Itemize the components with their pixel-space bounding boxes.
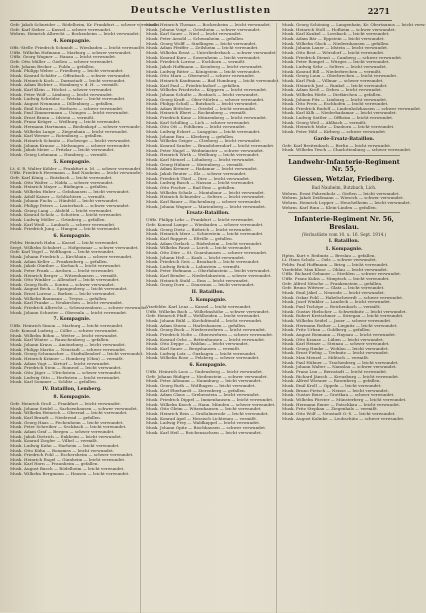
casualty-entry: Musk. Konrad Ochs — Bettenhausen — leicht verwundet. [146,336,266,342]
casualty-entry: Musk. Otto Preis — Eschhofen — leicht verwundet. [282,101,389,107]
section-heading: I. Bataillon. [328,238,360,244]
casualty-entry: Musk. Ernst Lorenz — Borken — leicht verwundet. [10,291,116,297]
casualty-entry: Utffz. Heinrich Simon — Marburg — leicht verwundet. [10,323,124,329]
casualty-entry: Musk. Karl Werner — Rotenburg — gefallen. [10,133,103,139]
casualty-entry: Musk. Johann Fuchs — Hünfeld — leicht verwundet. [10,198,119,204]
casualty-entry: Musk. Heinrich Schneider — Selters — leicht verwundet. [146,194,265,200]
casualty-entry: Gefr. Bruno Wittwer — Glatz — leicht verwundet. [282,285,385,291]
casualty-entry: Musk. Georg Dietz — Biebrich — leicht verwundet. [146,226,253,232]
casualty-entry: Musk. Fritz Urban — Goldberg — gefallen. [282,327,371,333]
casualty-entry: Musk. Ludwig Sattler — Offheim — leicht verwundet. [282,115,394,121]
casualty-entry: Musk. Gustav Beier — Grottkau — schwer verwundet. [282,392,395,398]
casualty-entry: Musk. Friedrich Nolte — Oberzwehren — schwer verwundet. [146,332,274,338]
casualty-entry: Musk. Adam Gerlach — Rüdesheim — leicht verwundet. [146,240,263,246]
column-left [10,22,161,613]
casualty-entry: Musk. Heinrich Ebert — Rockenberg — vermißt. [146,110,248,116]
casualty-entry: Musk. Heinrich Mayer — Büdingen — gefallen. [10,184,109,190]
casualty-entry: Utffz. Philipp Lehr — Frankfurt — leicht verwundet. [146,217,255,223]
casualty-entry: Musk. Adam Richter — Homburg v. d. H. — vermißt. [10,82,120,88]
casualty-entry: Musk. Otto Wolf — Neustadt O.-S. — leicht verwundet. [282,411,396,417]
page-title: Deutsche Verlustlisten [130,6,272,16]
casualty-entry: Musk. Otto Fischer — Bad Ems — gefallen. [146,184,236,190]
casualty-entry: Musk. Friedrich Jung — Hungen — leicht verwundet. [10,226,121,232]
casualty-entry: Musk. Heinrich Koch — Darmstadt — leicht verwundet. [10,77,126,83]
casualty-entry: Musk. Peter Schreiber — Seckbach — leicht verwundet. [10,424,127,430]
casualty-entry: Musk. Philipp Weber — Friedberg — leicht verwundet. [10,68,124,74]
casualty-entry: Musk. Karl Brandt — Niederrad — gefallen. [10,414,102,420]
casualty-entry: Gefr. Johann Rüdiger — Niedenstein — schwer verwundet. [146,373,268,379]
casualty-entry: Gefr. Johann Becker — Fulda — gefallen. [10,63,95,69]
section-divider [288,155,400,156]
casualty-entry: Musk. Wilhelm Geiger — Cleeberg — leicht verwundet. [146,138,261,144]
casualty-entry: Musk. Friedrich Albrecht — Schwarzenborn — schwer verwundet. [10,305,149,311]
casualty-entry: Musk. Paul Zimmermann — Usingen — leicht verwundet. [10,110,130,116]
casualty-entry: Musk. Karl Sauer — Nied — leicht verwundet. [146,31,243,37]
regiment-subheading: Bad Nauheim, Butzbach, Lich. [311,184,377,190]
casualty-entry: Musk. Johann Kraus — Amöneburg — leicht verwundet. [10,342,126,348]
casualty-entry: Musk. Ludwig Sehr — Selters — leicht verwundet. [282,63,387,69]
casualty-entry: Gefr. Konrad Lampe — Wiesbaden — schwer verwundet. [146,221,264,227]
casualty-entry: Musk. Konrad Ziegler — Vilbel — vermißt. [10,438,99,444]
casualty-entry: Feldw. Paul Hoffmann — Brieg — leicht verwundet. [282,262,389,268]
casualty-entry: Musk. Georg Lehmann — Homberg — vermißt. [10,152,108,158]
casualty-entry: Musk. Franz Lux — Bernstadt — leicht verwundet. [282,369,388,375]
casualty-entry: Musk. Peter Aßmann — Naumburg — leicht verwundet. [146,378,262,384]
casualty-entry: Musk. Johann Friedrich — Kirchhain — schwer verwundet. [10,253,133,259]
casualty-entry: Musk. Johann Voigt — Griesheim — schwer verwundet. [146,26,261,32]
casualty-entry: Musk. August Busch — Rödelheim — leicht verwundet. [10,466,125,472]
casualty-entry: Musk. Georg Schumacher — Stadtallendorf — leicht verwundet. [10,351,144,357]
casualty-entry: Offz.-Stellv. Friedrich Schmidt — Wiesbaden — leicht verwundet. [10,44,146,50]
casualty-entry: Musk. Wilhelm Förster — Münsterberg — leicht verwundet. [282,397,407,403]
casualty-entry: Musk. Wilhelm Schulz — Montabaur — leicht verwundet. [146,189,265,195]
casualty-entry: Musk. Heinrich Stoll — Hofheim — schwer verwundet. [282,26,396,32]
casualty-entry: Gefr. Jakob Schneider — Rödelheim, Kr. Frankfurt — schwer verwundet. [10,22,161,27]
casualty-entry: Musk. Friedrich Pohl — Eschersheim — schwer verwundet. [10,452,134,458]
casualty-entry: Gefr. Karl König — Butzbach — leicht verwundet. [10,175,113,181]
casualty-entry: Musk. Ludwig Frey — Waldkappel — leicht verwundet. [146,420,261,426]
casualty-entry: Musk. Wilhelm Glock — Niedernhausen — gefallen. [282,40,390,46]
casualty-entry: Musk. Adam Böttcher — Griedel — leicht verwundet. [146,105,257,111]
casualty-entry: Musk. Johann Schulte — Rosbach — leicht verwundet. [146,91,259,97]
casualty-entry: Musk. Karl Klein — Höchst — schwer verwundet. [10,86,113,92]
casualty-entry: Musk. Jakob Reuter — Elz — schwer verwundet. [146,171,247,176]
casualty-entry: Musk. Konrad Schäfer — Offenbach — schwer verwundet. [10,72,131,78]
casualty-entry: Musk. Otto Jäger — Ulrichstein — schwer verwundet. [10,369,122,375]
casualty-entry: Musk. Karl Winter — Rauschenberg — gefallen. [10,337,110,343]
casualty-entry: Musk. Gustav Hielscher — Schweidnitz — leicht verwundet. [282,308,407,314]
casualty-entry: Musk. Josef Winkler — Landeck — leicht verwundet. [282,299,392,305]
casualty-entry: Musk. Otto Dörr — St. Goarshausen — schwer verwundet. [146,249,268,255]
casualty-entry: Wehrm. Ernst Fahrenholz — Gießen — leicht verwundet. [282,190,400,196]
section-heading: 6. Kompagnie. [189,362,227,368]
casualty-entry: Musk. Adam Sturm — Harleshausen — gefallen. [146,322,247,328]
casualty-entry: Musk. Otto Deppe — Waldau — leicht verwundet. [146,341,249,347]
casualty-entry: Musk. Ludwig Lotz — Guxhagen — leicht verwundet. [146,350,257,356]
casualty-entry: Utffz. Wilhelm Hofmann — Marburg — schwer verwundet. [10,49,132,55]
section-heading: IV. Bataillon, Lemberg. [42,386,102,392]
casualty-entry: Musk. Karl Weiß — Laubach — schwer verwundet. [10,221,116,227]
casualty-entry: Musk. Heinrich Rein — Großalmerode — leicht verwundet. [146,410,269,416]
casualty-entry: Musk. Heinrich Berger — Witzenhausen — vermißt. [10,272,118,278]
casualty-entry: Musk. Friedrich Lorenz — Eschborn — vermißt. [146,59,246,65]
casualty-entry: Musk. Ernst Braun — Idstein — vermißt. [10,114,95,120]
casualty-entry: Musk. Philipp Scholl — Butzbach — leicht verwundet. [146,101,258,107]
casualty-entry: Musk. Heinrich Kaufmann — Bad Homburg — leicht verwundet. [146,77,280,83]
casualty-entry: Musk. Adam Bär — Eppstein — leicht verwundet. [282,35,385,41]
casualty-entry: Musk. Otto Ott — Pohlheim — leicht verwundet. [146,124,247,130]
casualty-entry: Musk. Karl Eberhardt — Zierenberg — gefallen. [146,387,246,393]
casualty-entry: Musk. Friedrich Dippel — Immenhausen — leicht verwundet. [146,396,274,402]
regiment-heading: Giessen, Wetzlar, Friedberg. [293,175,395,184]
casualty-entry: Musk. Johann Rühl — Kirchditmold — leicht verwundet. [146,318,263,324]
casualty-entry: Utffz. Georg Wagner — Hanau — leicht verwundet. [10,54,117,60]
casualty-entry: Musk. Ludwig Otto — Herbstein — leicht verwundet. [10,374,121,380]
casualty-entry: Musk. Peter Nagel — Weilmünster — schwer verwundet. [146,147,264,153]
casualty-entry: Musk. Johann Schuster — Oberaula — leicht verwundet. [10,309,128,315]
casualty-entry: Gefr. Alfred Nitsche — Frankenstein — gefallen. [282,280,383,286]
casualty-entry: Utffz. Wilhelm Bach — Wilhelmshöhe — schwer verwundet. [146,308,270,314]
casualty-entry: Musk. Georg Kraft — Ober-Mörlen — schwer verwundet. [146,96,265,102]
casualty-entry: Musk. Peter Hild — Kirberg — schwer verwundet. [282,129,387,135]
section-heading: 8. Kompagnie. [53,394,91,400]
casualty-entry: Musk. Adam Pfeiffer — Zeilsheim — leicht verwundet. [146,45,259,51]
casualty-entry: Musk. Karl Sommer — Schlitz — gefallen. [10,379,98,385]
casualty-entry: Musk. Peter Arnold — Schwanheim — gefallen. [146,35,245,41]
casualty-entry: Musk. Georg Roth — Sontra — schwer verwundet. [10,281,115,287]
regiment-heading: Infanterie-Regiment Nr. 56, Breslau. [294,215,394,231]
casualty-entry: Musk. Georg Wolff — Sindlingen — leicht verwundet. [146,40,257,46]
casualty-entry: Musk. Wilhelm Heinrich — Oberrad — leicht verwundet. [10,410,128,416]
casualty-entry: Musk. Wilhelm Faust — Lorch — leicht verwundet. [146,245,252,251]
casualty-entry: Musk. Wilhelm Tesch — Charlottenburg — schwer verwundet. [282,147,412,153]
casualty-entry: Utffz. Franz Kubis — Nimptsch — leicht verwundet. [282,275,390,281]
casualty-entry: Musk. Friedrich Rudolf — Lindenholzhausen — schwer verwundet. [282,105,422,111]
casualty-entry: Musk. Heinrich Engel — Ginnheim — leicht verwundet. [10,456,126,462]
casualty-entry: Musk. Otto Best — Wörsdorf — leicht verwundet. [282,49,385,55]
casualty-entry: Musk. Philipp Peters — Lauterbach — schwer verwundet. [10,202,130,208]
casualty-entry: Musk. Ludwig Eckert — Langgöns — leicht verwundet. [146,129,261,135]
casualty-entry: Musk. Emil Jäkel — Neurode — leicht verwundet. [282,289,385,295]
casualty-entry: Musk. Johann Lauer — Idstein — leicht verwundet. [282,45,389,51]
casualty-entry: Gefr. Otto Müller — Gießen — schwer verwundet. [10,58,114,64]
casualty-entry: Musk. Jakob Günther — Korbach — leicht verwundet. [10,263,122,269]
casualty-entry: Musk. Georg Haas — Fechenheim — leicht verwundet. [10,419,124,425]
casualty-entry: Musk. Konrad Apel — Hessisch Lichtenau — vermißt. [146,415,258,421]
casualty-entry: Musk. Georg Weil — Ahlbach — vermißt. [282,119,367,125]
casualty-entry: Musk. Wilhelm Bergmann — Hausen — leicht verwundet. [10,470,130,476]
casualty-entry: Gefr. Karl Vogel — Wolfhagen — leicht verwundet. [10,249,115,255]
casualty-entry: Sergt. Wilhelm Schubert — Hofgeismar — schwer verwundet. [10,244,139,250]
casualty-entry: Musk. Ludwig Kuhn — Harheim — leicht verwundet. [10,442,120,448]
casualty-entry: Musk. Philipp Martin — Neustadt — schwer verwundet. [10,346,127,352]
casualty-entry: Hptm. Kurt v. Reibnitz — Breslau — gefallen. [282,252,376,258]
casualty-entry: Musk. Karl Kilb — Niederhadamar — leicht verwundet. [282,110,397,116]
regiment-heading: Landwehr-Infanterie-Regiment Nr. 55, [288,158,400,174]
casualty-entry: Musk. Wilhelm Friedrichs — Köppern — leicht verwundet. [146,87,268,93]
casualty-entry: Musk. Johann Pitz — Limburg — leicht verwundet. [282,96,388,102]
regiment-subheading: (Verlustliste vom 10. u. 16. Sept. 1914.) [301,231,387,237]
casualty-entry: Musk. Jakob Dietrich — Enkheim — leicht verwundet. [10,433,122,439]
casualty-entry: Musk. Emil Schwarz — Herborn — schwer verwundet. [10,105,124,111]
casualty-entry: Utffz. Heinrich Loos — Gudensberg — leicht verwundet. [146,368,264,374]
casualty-entry: Musk. Wilhelm Lange — Ziegenhain — leicht verwundet. [10,128,129,134]
section-heading: 4. Kompagnie. [53,38,91,44]
casualty-entry: Musk. Adam Kreß — Dehrn — leicht verwundet. [282,87,383,93]
casualty-entry: Musk. Georg Hübner — Merenberg — vermißt. [146,161,245,167]
casualty-entry: Musk. Wilhelm Ernst — Unterliederbach — schwer verwundet. [146,49,277,55]
section-heading: Garde-Ersatz-Bataillon. [313,136,375,142]
casualty-entry: Musk. Heinrich Merz — Schierstein — leicht verwundet. [146,231,264,237]
casualty-entry: Feldw. Heinrich Hahn — Kassel — leicht verwundet. [10,239,119,245]
casualty-entry: Musk. Georg Schöning — Langenhain, Kr. Obertaunus — leicht verw. [282,22,426,27]
casualty-entry: Musk. Johann Opitz — Bischhausen — schwer verwundet. [146,424,267,430]
casualty-entry: Lt. Hans Scholz — Oels — schwer verwundet. [282,257,377,263]
casualty-entry: Musk. Bruno Pietsch — Neisse — leicht verwundet. [282,387,389,393]
casualty-entry: Musk. Georg Hanke — Wohlau — leicht verwundet. [282,345,389,351]
casualty-entry: Musk. Hermann Exner — Patschkau — leicht verwundet. [282,401,401,407]
casualty-entry: Wehrm. Jakob Deißmann — Wieseck — schwer verwundet. [282,195,404,201]
casualty-entry: Musk. Friedrich Dienst — Camberg — schwer verwundet. [282,54,403,60]
casualty-entry: Musk. Karl Bauer — Hachenburg — schwer verwundet. [146,198,262,204]
casualty-entry: Musk. Karl Paul — Friedrichsdorf — gefallen. [146,82,241,88]
casualty-entry: Musk. Max Menzel — Militsch — vermißt. [282,355,370,361]
casualty-entry: Vizefeldw. Max Klose — Ohlau — leicht verwundet. [282,266,389,272]
casualty-entry: Musk. Peter Hofmann — Oberlahnstein — leicht verwundet. [146,268,271,274]
casualty-entry: Musk. Peter Rompel — Würges — leicht verwundet. [282,59,390,65]
casualty-entry: Musk. Hermann Hartmann — Biedenkopf — schwer verwundet. [10,124,143,130]
casualty-entry: Musk. Karl Heil — Reichensachsen — leicht verwundet. [146,429,262,435]
casualty-entry: Musk. Friedrich Thiel — Diez — leicht verwundet. [146,175,251,181]
casualty-entry: Musk. Emil Kroll — Oppeln — leicht verwundet. [282,383,382,389]
casualty-entry: Musk. Friedrich Geis — Braubach — leicht verwundet. [146,259,260,265]
casualty-entry: Musk. August Beck — Spangenberg — leicht verwundet. [10,286,128,292]
casualty-entry: Musk. Richard Jänsch — Kreuzburg — leicht verwundet. [282,373,400,379]
casualty-entry: Gefr. Konrad Ludwig — Cölbe — schwer verwundet. [10,328,119,334]
casualty-entry: Musk. Karl Horn — Praunheim — gefallen. [10,461,99,467]
casualty-entry: Musk. Karl Sauer — Bergshausen — vermißt. [146,346,241,351]
casualty-entry: Musk. Wilhelm Knoch — Hann. Münden — schwer verwundet. [146,401,276,407]
casualty-entry: Musk. Johann Wagner — Marienberg — leicht verwundet. [146,203,267,209]
casualty-entry: Musk. Karl Franke — Neukirchen — leicht verwundet. [10,300,124,306]
casualty-entry: Musk. Heinrich Wirth — Weilburg — leicht verwundet. [146,152,260,158]
casualty-entry: Musk. Adam Keller — Frankenberg — gefallen. [10,258,108,264]
casualty-entry: Musk. August Reimann — Haynau — leicht verwundet. [282,331,397,337]
casualty-entry: Musk. Konrad Scholz — Schotten — leicht verwundet. [10,212,123,218]
casualty-entry: Gefr. Heinrich Groß — Frankfurt — leicht verwundet. [10,400,122,406]
casualty-entry: Lt. d. R. Walter Köhler — Frankfurt a. M. — schwer verwundet. [10,165,142,171]
casualty-entry: Musk. Johann Krause — Melsungen — schwer verwundet. [10,142,131,148]
casualty-entry: Musk. Johann Rau — Kleeberg — gefallen. [146,133,235,139]
casualty-entry: Musk. Wilhelm Rose — Felsberg — schwer verwundet. [146,355,260,361]
casualty-entry: Musk. Wilhelm Huber — Gelnhausen — leicht verwundet. [10,189,130,194]
casualty-entry: Musk. Karl Heinze — Steinau — schwer verwundet. [282,341,390,347]
casualty-entry: Musk. Georg Lang — Alsfeld — leicht verwundet. [10,207,113,213]
casualty-entry: Musk. Fritz Stephan — Ziegenhals — vermißt. [282,406,379,412]
casualty-entry: Musk. Heinrich Schmitz — Eschwege — leicht verwundet. [10,138,131,144]
casualty-entry: Gefr. Karl Sieber — Kassel — schwer verwundet. [10,26,112,32]
casualty-entry: Musk. Georg Dorn — Dausenau — leicht verwundet. [146,282,255,288]
casualty-entry: Musk. Konrad Kurz — Sossenheim — leicht verwundet. [146,54,261,60]
section-heading: Ersatz-Bataillon. [186,211,230,217]
casualty-entry: Musk. Heinrich Jost — Runkel — leicht verwundet. [282,82,388,88]
casualty-entry: Musk. Paul Tschöpe — Reichenbach — vermißt. [282,303,381,309]
casualty-entry: Musk. Alfred Wiesner — Rosenberg — gefallen. [282,378,381,384]
casualty-entry: Musk. Jakob Hoffmann — Kronberg — leicht verwundet. [146,63,264,69]
casualty-entry: Musk. Karl Fink — Villmar — schwer verwundet. [282,77,384,83]
casualty-entry: Wehrm. Heinrich Lepper — Heuchelheim — leicht verwundet. [282,199,411,205]
section-heading: 5. Kompagnie. [189,298,227,304]
casualty-entry: Musk. Franz Krüger — Weilburg — leicht verwundet. [10,119,121,125]
casualty-entry: Musk. Otto Winkler — Allendorf — leicht verwundet. [10,277,120,283]
casualty-entry: Musk. Heinrich Stahl — Ems — leicht verwundet. [146,277,250,283]
casualty-entry: Musk. Johann Walter — Namslau — schwer verwundet. [282,364,397,370]
casualty-entry: Musk. Konrad Sander — Brandoberndorf — leicht verwundet. [146,143,275,149]
casualty-entry: Musk. Georg Ruth — Wolfhagen — leicht verwundet. [146,382,256,388]
casualty-entry: Musk. Jakob Meier — Fritzlar — leicht verwundet. [10,147,115,153]
casualty-entry: Musk. Otto Marx — Oberursel — schwer verwundet. [146,73,256,79]
casualty-entry: Musk. Karl Schilling — Lich — schwer verwundet. [146,119,251,125]
casualty-entry: Gefr. Karl Breitenbach — Berlin — leicht verwundet. [282,142,392,148]
casualty-entry: Wehrm. Karl Rinn — Klein-Linden — gefallen. [282,204,377,210]
casualty-entry: Musk. Friedrich Kunz — Münzenberg — leicht verwundet. [146,115,268,121]
casualty-entry: Musk. Robert Kretschmer — Striegau — leicht verwundet. [282,313,404,319]
casualty-entry: Musk. Ludwig Brück — Lahnstein — vermißt. [146,263,241,269]
casualty-entry: Musk. Wilhelm Böhm — Wetter — leicht verwundet. [10,332,119,338]
casualty-entry: Musk. Ernst Fiebig — Trebnitz — leicht verwundet. [282,350,390,356]
casualty-entry: Musk. Johann Heß — Kaub — leicht verwundet. [146,254,246,260]
casualty-entry: Musk. Adam Claus — Grebenstein — leicht verwundet. [146,392,261,398]
column-right [276,22,426,613]
casualty-entry: Musk. Karl Menzel — Löhnberg — leicht verwundet. [146,157,256,163]
section-heading: 1. Kompagnie. [325,246,363,252]
casualty-entry: Gefr. Heinrich Pfaff — Wehlheiden — leicht verwundet. [146,313,261,319]
section-heading: II. Bataillon. [191,290,225,296]
casualty-entry: Musk. Otto Kühn — Bonames — leicht verwundet. [10,447,115,453]
casualty-entry: Musk. Karl Ruppert — Eltville — gefallen. [146,235,234,241]
casualty-entry: Musk. Ludwig Möller — Grünberg — gefallen. [10,216,106,222]
casualty-entry: Musk. Adolf Kaiser — Schlüchtern — vermißt. [10,193,106,199]
casualty-entry: Musk. Ludwig Ritter — Königstein — leicht verwundet. [146,68,261,74]
section-heading: 6. Kompagnie. [53,233,91,239]
casualty-entry: Musk. Ludwig Schröder — Wetzlar — leicht verwundet. [10,96,126,102]
casualty-entry: Musk. Adam Graf — Bergen — schwer verwundet. [10,428,115,434]
casualty-entry: Vizefeldw. Karl Lenz — Kassel — leicht verwundet. [146,304,252,310]
casualty-entry: Musk. Georg Laux — Oberbrechen — leicht verwundet. [282,73,398,79]
casualty-entry: Musk. Otto Walter — Nidda — schwer verwundet. [10,179,114,185]
casualty-entry: Utffz. Richard Gebauer — Strehlen — schwer verwundet. [282,271,402,277]
casualty-entry: Musk. Heinrich Krämer — Homberg (Ohm) — vermißt. [10,356,125,361]
casualty-entry: Musk. Adam Kremer — Hadamar — leicht verwundet. [146,166,259,172]
section-heading: 7. Kompagnie. [53,317,91,323]
casualty-entry: Musk. Wilhelm Seidel — Jauer — schwer verwundet. [282,317,392,323]
casualty-entry: Wehrm. Heinrich Albrecht — Bockenheim — leicht verwundet. [10,31,140,37]
casualty-entry: Musk. Wilhelm Hörle — Dietkirchen — gefallen. [282,91,382,97]
casualty-entry: Musk. Karl Kunkel — Lorsbach — leicht verwundet. [282,31,390,37]
casualty-entry: Musk. Otto Krause — Lüben — leicht verwundet. [282,336,384,342]
casualty-entry: Musk. Heinrich Mohr — Dauborn — leicht verwundet. [282,124,395,130]
casualty-entry: Musk. August Kalinke — Leobschütz — schwer verwundet. [282,415,405,421]
casualty-entry: Utffz. Friedrich Herrmann — Bad Nauheim — leicht verwundet. [10,170,143,176]
section-heading: 5. Kompagnie. [53,159,91,165]
casualty-entry: Musk. Peter Wolf — Limburg — leicht verwundet. [10,91,114,97]
casualty-entry: Musk. Friedrich Stein — Romrod — leicht verwundet. [10,365,122,371]
casualty-entry: Musk. August Neumann — Dillenburg — gefallen. [10,100,114,106]
casualty-entry: Musk. Wilhelm Baumann — Treysa — gefallen. [10,295,108,301]
casualty-entry: Musk. Paul Hübner — Trachenberg — leicht verwundet. [282,359,399,365]
casualty-entry: Musk. Georg Bock — Niederzwehren — leicht verwundet. [146,327,267,333]
casualty-entry: Musk. Ludwig Busch — Nassau — leicht verwundet. [146,180,255,186]
text-columns [10,22,426,613]
column-middle [140,22,280,613]
casualty-entry: Musk. Heinrich Thomas — Bockenheim — leicht verwundet. [146,22,272,27]
casualty-entry: Musk. Adam Vogt — Kirtorf — leicht verwundet. [10,360,111,366]
casualty-entry: Musk. Karl Bender — Niederlahnstein — schwer verwundet. [146,273,272,279]
casualty-entry: Musk. Oskar Pohl — Habelschwerdt — schwer verwundet. [282,294,404,300]
casualty-entry: Musk. Hermann Rother — Liegnitz — leicht verwundet. [282,322,398,328]
page-number: 2271 [367,6,390,16]
section-divider [288,212,400,213]
casualty-entry: Musk. Konrad Bill — Niederbrechen — vermißt. [282,68,382,74]
casualty-entry: Musk. Johann Seidel — Sachsenhausen — schwer verwundet. [10,405,138,411]
page-header [10,6,392,21]
casualty-entry: Musk. Otto Gleim — Witzenhausen — leicht verwundet. [146,406,262,412]
casualty-entry: Musk. Peter Frank — Arolsen — leicht verwundet. [10,267,115,273]
